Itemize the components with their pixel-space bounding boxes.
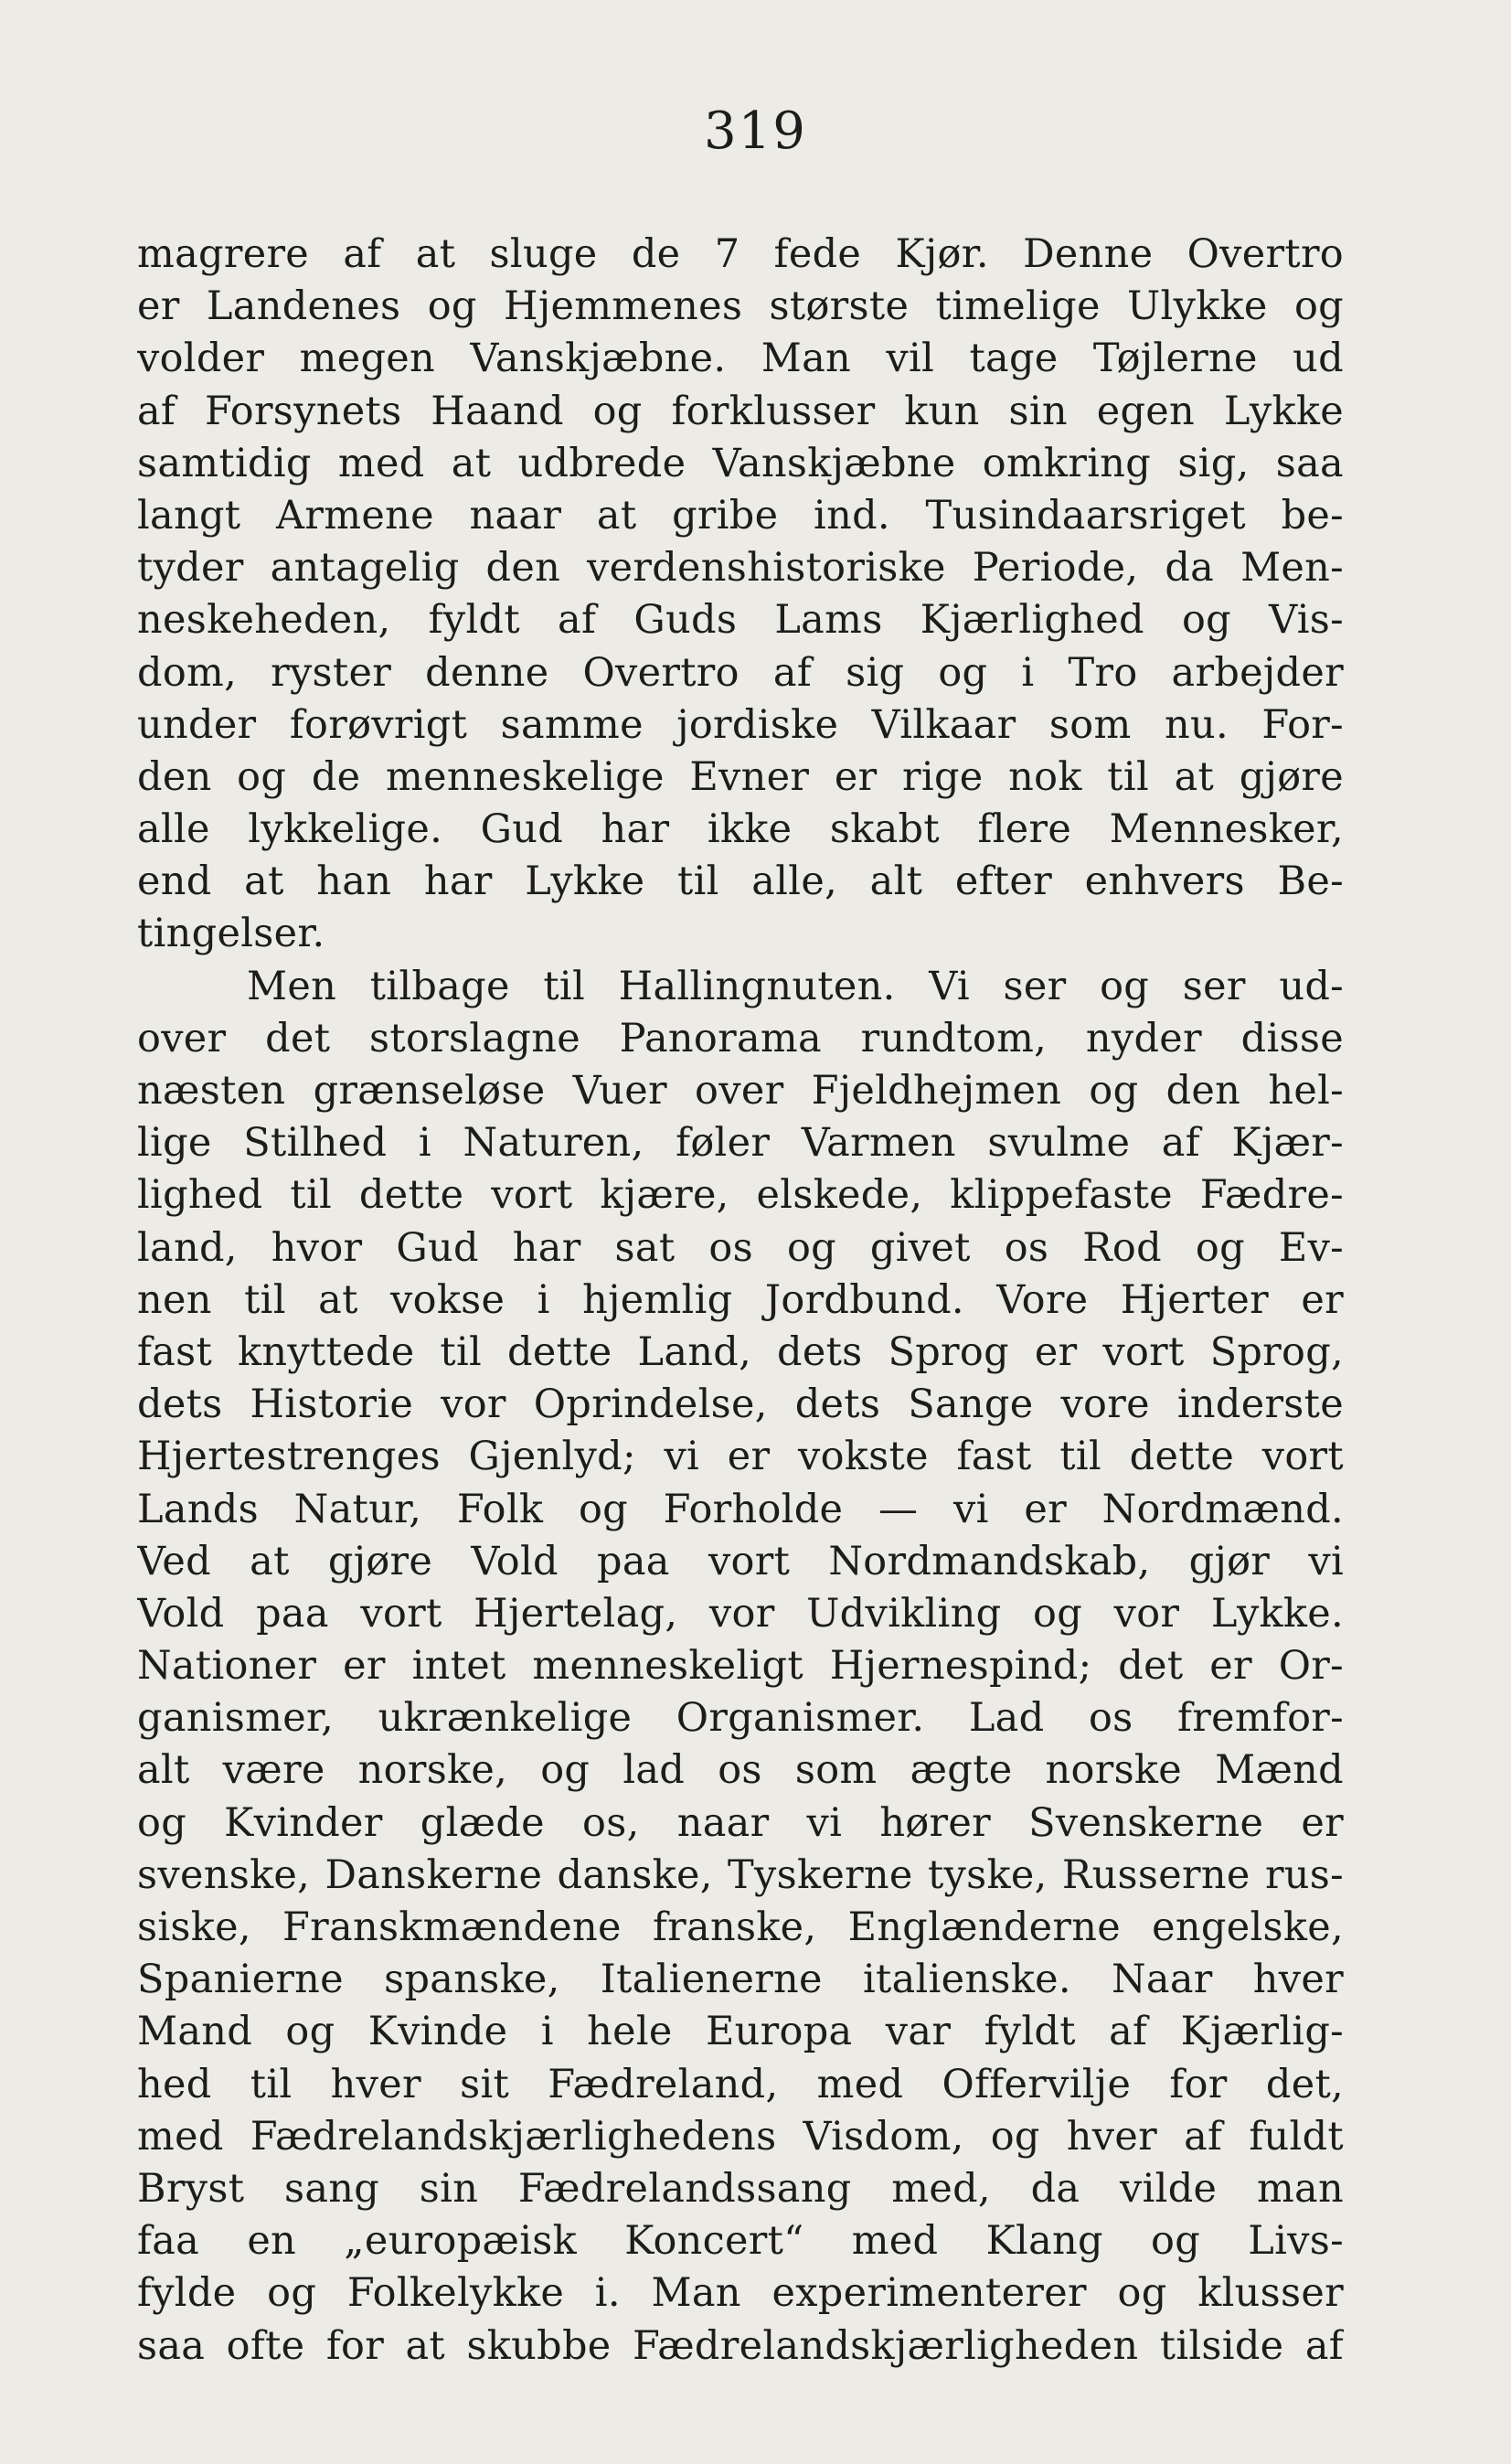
text-line: næsten grænseløse Vuer over Fjeldhejmen og den hel- bbox=[137, 1068, 1344, 1114]
text-line: siske, Franskmændene franske, Englænderne engelske, bbox=[137, 1904, 1344, 1950]
text-line: Hjertestrenges Gjenlyd; vi er vokste fast til dette vort bbox=[137, 1434, 1344, 1480]
text-line: end at han har Lykke til alle, alt efter enhvers Be- bbox=[137, 859, 1344, 905]
text-line: Vold paa vort Hjertelag, vor Udvikling og vor Lykke. bbox=[137, 1590, 1344, 1637]
body-text bbox=[137, 229, 1344, 2373]
text-line: over det storslagne Panorama rundtom, nyder disse bbox=[137, 1015, 1344, 1061]
text-line: ganismer, ukrænkelige Organismer. Lad os fremfor- bbox=[137, 1695, 1344, 1742]
text-line: Mand og Kvinde i hele Europa var fyldt af Kjærlig- bbox=[137, 2009, 1344, 2055]
text-line-paragraph-start: Men tilbage til Hallingnuten. Vi ser og ser ud- bbox=[247, 963, 1344, 1009]
text-line: alle lykkelige. Gud har ikke skabt flere Mennesker, bbox=[137, 806, 1344, 853]
text-line: Ved at gjøre Vold paa vort Nordmandskab, gjør vi bbox=[137, 1538, 1344, 1584]
text-line: af Forsynets Haand og forklusser kun sin egen Lykke bbox=[137, 388, 1344, 434]
text-line: med Fædrelandskjærlighedens Visdom, og hver af fuldt bbox=[137, 2113, 1344, 2160]
text-line-paragraph-end: tingelser. bbox=[137, 911, 325, 957]
text-line: faa en „europæisk Koncert“ med Klang og Livs- bbox=[137, 2218, 1344, 2265]
text-line: dom, ryster denne Overtro af sig og i Tro arbejder bbox=[137, 649, 1344, 696]
text-line: svenske, Danskerne danske, Tyskerne tyske, Russerne rus- bbox=[137, 1851, 1344, 1898]
text-line: neskeheden, fyldt af Guds Lams Kjærlighed og Vis- bbox=[137, 597, 1344, 644]
text-line: fast knyttede til dette Land, dets Sprog er vort Sprog, bbox=[137, 1328, 1344, 1375]
text-line: land, hvor Gud har sat os og givet os Rod og Ev- bbox=[137, 1224, 1344, 1271]
text-line: dets Historie vor Oprindelse, dets Sange vore inderste bbox=[137, 1381, 1344, 1428]
text-line: saa ofte for at skubbe Fædrelandskjærligheden tilside af bbox=[137, 2322, 1344, 2369]
text-line: nen til at vokse i hjemlig Jordbund. Vore Hjerter er bbox=[137, 1276, 1344, 1323]
text-line: Spanierne spanske, Italienerne italienske. Naar hver bbox=[137, 1957, 1344, 2003]
text-line: er Landenes og Hjemmenes største timelige Ulykke og bbox=[137, 283, 1344, 330]
text-line: lige Stilhed i Naturen, føler Varmen svulme af Kjær- bbox=[137, 1120, 1344, 1167]
page-number: 319 bbox=[704, 101, 807, 161]
text-line: fylde og Folkelykke i. Man experimenterer og klusser bbox=[137, 2270, 1344, 2317]
text-line: hed til hver sit Fædreland, med Offervilje for det, bbox=[137, 2061, 1344, 2107]
text-line: under forøvrigt samme jordiske Vilkaar som nu. For- bbox=[137, 701, 1344, 748]
text-line: langt Armene naar at gribe ind. Tusindaarsriget be- bbox=[137, 492, 1344, 539]
text-line: lighed til dette vort kjære, elskede, klippefaste Fædre- bbox=[137, 1172, 1344, 1219]
text-line: og Kvinder glæde os, naar vi hører Svenskerne er bbox=[137, 1799, 1344, 1846]
text-line: Lands Natur, Folk og Forholde — vi er Nordmænd. bbox=[137, 1486, 1344, 1532]
text-line: samtidig med at udbrede Vanskjæbne omkring sig, saa bbox=[137, 440, 1344, 486]
text-line: Nationer er intet menneskeligt Hjernespind; det er Or- bbox=[137, 1643, 1344, 1690]
text-line: tyder antagelig den verdenshistoriske Periode, da Men- bbox=[137, 545, 1344, 592]
text-line: magrere af at sluge de 7 fede Kjør. Denne Overtro bbox=[137, 231, 1344, 277]
text-line: den og de menneskelige Evner er rige nok til at gjøre bbox=[137, 753, 1344, 800]
text-line: Bryst sang sin Fædrelandssang med, da vilde man bbox=[137, 2165, 1344, 2212]
text-line: alt være norske, og lad os som ægte norske Mænd bbox=[137, 1747, 1344, 1794]
text-line: volder megen Vanskjæbne. Man vil tage Tøjlerne ud bbox=[137, 336, 1344, 382]
